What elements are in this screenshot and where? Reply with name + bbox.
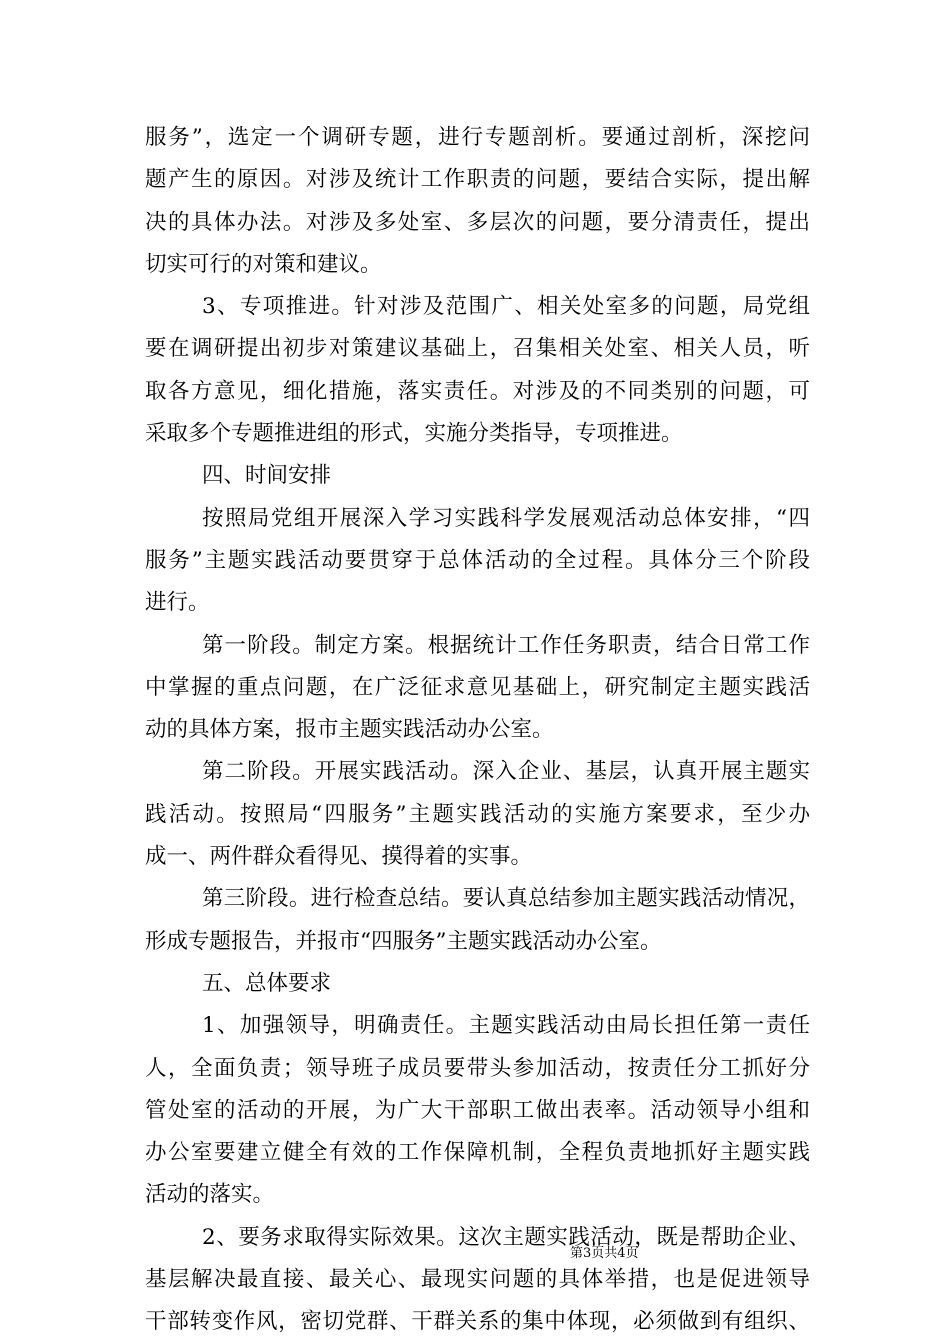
- document-body: [145, 117, 810, 1344]
- text-line: 动的具体方案，报市主题实践活动办公室。: [145, 717, 554, 743]
- text-line: 办公室要建立健全有效的工作保障机制，全程负责地抓好主题实践: [145, 1140, 810, 1166]
- text-line: 人，全面负责；领导班子成员要带头参加活动，按责任分工抓好分: [145, 1055, 810, 1081]
- section-heading: 五、总体要求: [202, 970, 332, 996]
- text-line: 按照局党组开展深入学习实践科学发展观活动总体安排，“四: [202, 505, 810, 531]
- text-line: 服务”，选定一个调研专题，进行专题剖析。要通过剖析，深挖问: [145, 125, 810, 150]
- text-line: 要在调研提出初步对策建议基础上，召集相关处室、相关人员，听: [145, 336, 810, 362]
- text-line: 取各方意见，细化措施，落实责任。对涉及的不同类别的问题，可: [145, 378, 810, 404]
- text-line: 采取多个专题推进组的形式，实施分类指导，专项推进。: [145, 421, 683, 447]
- text-line: 成一、两件群众看得见、摸得着的实事。: [145, 844, 533, 870]
- text-line: 切实可行的对策和建议。: [145, 251, 382, 277]
- text-line: 服务”主题实践活动要贯穿于总体活动的全过程。具体分三个阶段: [145, 547, 810, 573]
- text-line: 践活动。按照局“四服务”主题实践活动的实施方案要求，至少办: [145, 801, 810, 827]
- text-line: 第一阶段。制定方案。根据统计工作任务职责，结合日常工作: [202, 632, 810, 658]
- text-line: 3、专项推进。针对涉及范围广、相关处室多的问题，局党组: [202, 294, 810, 320]
- text-line: 活动的落实。: [145, 1182, 275, 1208]
- text-line: 第三阶段。进行检查总结。要认真总结参加主题实践活动情况，: [202, 886, 810, 912]
- text-line: 决的具体办法。对涉及多处室、多层次的问题，要分清责任，提出: [145, 209, 810, 235]
- text-line: 1、加强领导，明确责任。主题实践活动由局长担任第一责任: [202, 1013, 810, 1039]
- text-line: 2、要务求取得实际效果。这次主题实践活动，既是帮助企业、: [202, 1224, 810, 1250]
- text-line: 管处室的活动的开展，为广大干部职工做出表率。活动领导小组和: [145, 1097, 810, 1123]
- text-line: 形成专题报告，并报市“四服务”主题实践活动办公室。: [145, 928, 662, 954]
- text-line: 中掌握的重点问题，在广泛征求意见基础上，研究制定主题实践活: [145, 674, 810, 700]
- page-number: 第3页共4页: [570, 1246, 639, 1261]
- text-line: 第二阶段。开展实践活动。深入企业、基层，认真开展主题实: [202, 759, 810, 785]
- text-line: 进行。: [145, 590, 210, 616]
- text-line: 题产生的原因。对涉及统计工作职责的问题，要结合实际，提出解: [145, 167, 810, 193]
- section-heading: 四、时间安排: [202, 463, 332, 489]
- text-line: 基层解决最直接、最关心、最现实问题的具体举措，也是促进领导: [145, 1267, 810, 1293]
- text-line: 干部转变作风，密切党群、干群关系的集中体现，必须做到有组织、: [145, 1309, 810, 1335]
